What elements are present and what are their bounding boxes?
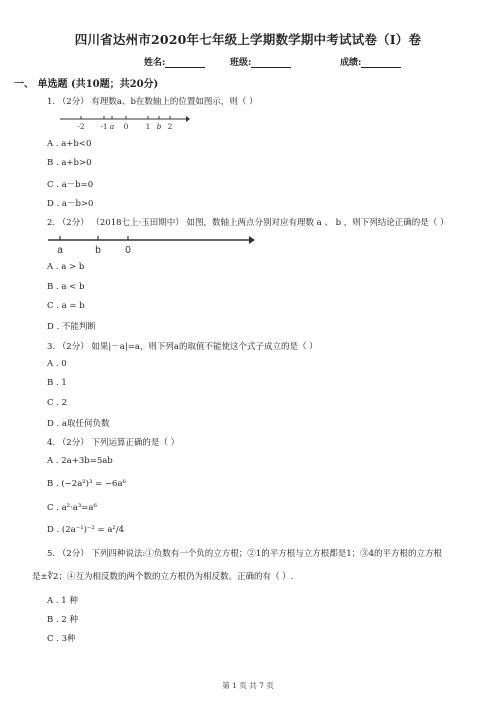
page-footer: 第 1 页 共 7 页: [222, 681, 274, 690]
tick-label: b: [95, 245, 101, 256]
q4-option-a[interactable]: A . 2a+3b=5ab: [47, 456, 113, 466]
q5-option-c[interactable]: C . 3种: [47, 634, 76, 644]
q1-option-c[interactable]: C . a－b=0: [47, 180, 94, 190]
tick-label: -2: [77, 122, 85, 131]
tick-label: -1: [100, 122, 108, 131]
class-field[interactable]: 班级:: [230, 55, 291, 68]
question-4-stem: 4. （2分） 下列运算正确的是（ ）: [47, 438, 180, 448]
q3-option-a[interactable]: A . 0: [47, 359, 67, 369]
name-field[interactable]: 姓名:: [144, 55, 205, 68]
question-3-stem: 3. （2分） 如果|－a|=a，则下列a的取值不能使这个式子成立的是（ ）: [47, 342, 318, 352]
q2-option-b[interactable]: B . a < b: [47, 282, 85, 292]
q2-option-a[interactable]: A . a > b: [47, 262, 85, 272]
q1-option-d[interactable]: D . a－b>0: [47, 199, 94, 209]
q4-option-c[interactable]: C . a²·a³=a⁶: [47, 503, 97, 513]
q1-option-a[interactable]: A . a+b<0: [47, 139, 92, 149]
question-5-stem-continued: 是±∜2；④互为相反数的两个数的立方根仍为相反数。正确的有（ ）.: [32, 572, 294, 582]
q3-option-d[interactable]: D . a取任何负数: [47, 419, 110, 429]
tick-label: 1: [145, 122, 151, 131]
tick-label: 2: [167, 122, 173, 131]
q3-option-c[interactable]: C . 2: [47, 398, 68, 408]
q2-number-line: [46, 234, 256, 258]
q5-option-b[interactable]: B . 2 种: [47, 615, 78, 625]
q2-option-c[interactable]: C . a = b: [47, 301, 85, 311]
q5-option-a[interactable]: A . 1 种: [47, 596, 78, 606]
q4-option-b[interactable]: B . (−2a²)³ = −6a⁶: [47, 479, 126, 489]
q2-option-d[interactable]: D . 不能判断: [47, 322, 96, 332]
question-5-stem: 5. （2分） 下列四种说法:①负数有一个负的立方根；②1的平方根与立方根都是1；③4的平方根的立方根: [47, 549, 443, 559]
tick-label: 0: [123, 122, 129, 131]
tick-label: b: [156, 122, 162, 131]
question-2-stem: 2. （2分） （2018七上·玉田期中） 如图，数轴上两点分别对应有理数 a 、 b ，则下列结论正确的是（ ）: [47, 218, 449, 228]
page-title: 四川省达州市2020年七年级上学期数学期中考试试卷（I）卷: [74, 32, 422, 47]
question-1-stem: 1. （2分） 有理数a、b在数轴上的位置如图示，则（ ）: [47, 97, 258, 107]
tick-label: a: [57, 245, 63, 256]
q1-option-b[interactable]: B . a+b>0: [47, 158, 92, 168]
score-field[interactable]: 成绩:: [340, 55, 401, 68]
tick-label: 0: [125, 245, 131, 256]
q1-number-line: [58, 113, 190, 135]
section-heading: 一、 单选题 (共10题；共20分): [14, 79, 159, 90]
q4-option-d[interactable]: D . (2a⁻¹)⁻² = a²/4: [47, 525, 125, 535]
q3-option-b[interactable]: B . 1: [47, 378, 67, 388]
tick-label: a: [109, 122, 115, 131]
